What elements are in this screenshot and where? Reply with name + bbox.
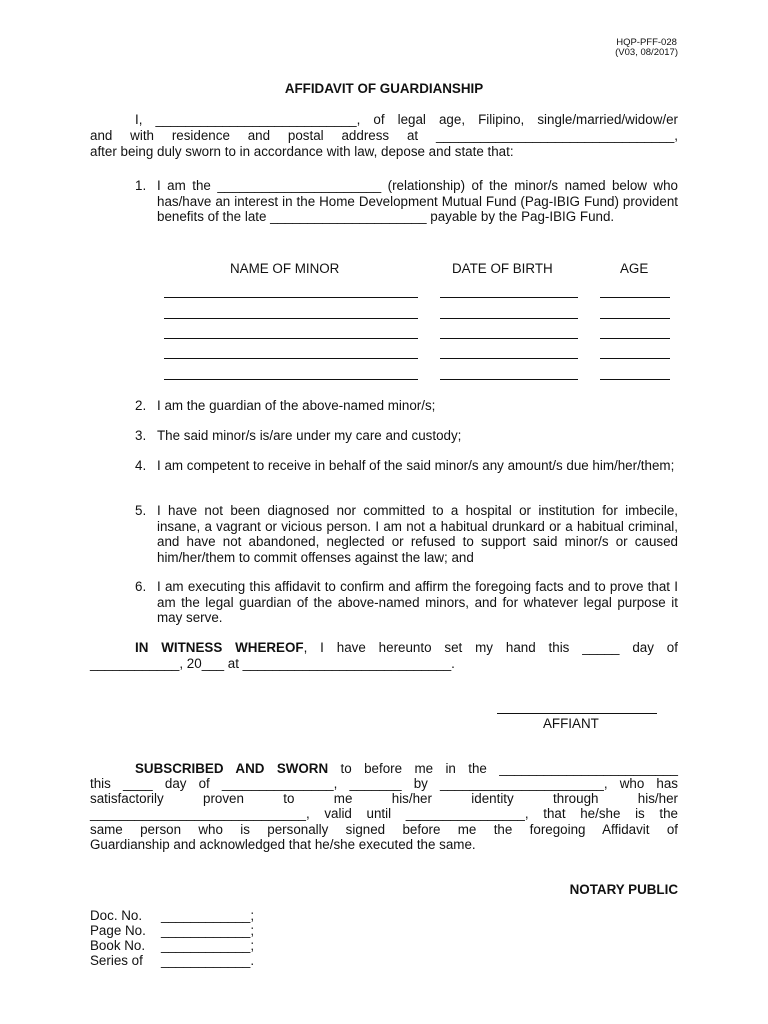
name-blank [164, 297, 418, 298]
name-blank [164, 338, 418, 339]
header-date-of-birth: DATE OF BIRTH [452, 261, 553, 276]
item-text: I have not been diagnosed nor committed to a hospital or institution for imbecile, insane, a vagrant or vicious person. I am not a habitual drunkard or a habitual criminal, and have not abandoned, neglected or refused to support said minor/s or caused him/her/them to commit offenses against the law; and [157, 503, 678, 565]
jurat-line-4: _____________________________, valid until ________________, that he/she is the [90, 806, 678, 821]
item-number: 6. [135, 579, 147, 594]
jurat-line-3: satisfactorily proven to me his/her identity through his/her [90, 791, 678, 806]
item-text: The said minor/s is/are under my care and custody; [157, 428, 462, 443]
age-blank [600, 318, 670, 319]
item-number: 4. [135, 458, 147, 473]
age-blank [600, 379, 670, 380]
witness-line-2: ____________, 20___ at ____________________________. [90, 656, 455, 671]
age-blank [600, 297, 670, 298]
doc-no-row [90, 908, 254, 924]
affiant-label: AFFIANT [543, 716, 599, 731]
intro-line-1: I, ___________________________, of legal age, Filipino, single/married/widow/er [135, 112, 678, 127]
form-code-number: HQP-PFF-028 [616, 37, 677, 48]
witness-heading: IN WITNESS WHEREOF [135, 640, 304, 655]
dob-blank [440, 379, 578, 380]
item-text: I am the ______________________ (relationship) of the minor/s named below who has/have an interest in the Home Development Mutual Fund (Pag-IBIG Fund) provident benefits of the late _____________________ payable by the Pag-IBIG Fund. [157, 178, 678, 224]
age-blank [600, 338, 670, 339]
dob-blank [440, 358, 578, 359]
doc-entry-label: Page No. [90, 923, 146, 938]
witness-text: , I have hereunto set my hand this _____ day of [303, 640, 678, 655]
document-title: AFFIDAVIT OF GUARDIANSHIP [284, 81, 484, 96]
form-code-version: (V03, 08/2017) [615, 47, 678, 58]
jurat-line-5: same person who is personally signed before me the foregoing Affidavit of [90, 822, 678, 837]
item-text: I am the guardian of the above-named minor/s; [157, 398, 436, 413]
item-text: I am competent to receive in behalf of the said minor/s any amount/s due him/her/them; [157, 458, 675, 473]
name-blank [164, 379, 418, 380]
header-name-of-minor: NAME OF MINOR [230, 261, 340, 276]
notary-public-label: NOTARY PUBLIC [569, 882, 678, 897]
page-no-row [90, 923, 254, 939]
dob-blank [440, 318, 578, 319]
age-blank [600, 358, 670, 359]
jurat-line-2: this ____ day of _______________, _______ by ______________________, who has [90, 776, 678, 791]
witness-line-1 [90, 640, 678, 656]
doc-entry-label: Series of [90, 953, 143, 968]
doc-entry-blank: ____________; [161, 938, 255, 953]
jurat-text: to before me in the ________________________ [328, 761, 678, 776]
jurat-heading: SUBSCRIBED AND SWORN [135, 761, 329, 776]
item-number: 2. [135, 398, 147, 413]
header-age: AGE [620, 261, 649, 276]
dob-blank [440, 297, 578, 298]
name-blank [164, 358, 418, 359]
doc-entry-blank: ____________. [161, 953, 255, 968]
form-code [615, 38, 678, 58]
intro-line-2: and with residence and postal address at ________________________________, [90, 128, 678, 143]
dob-blank [440, 338, 578, 339]
book-no-row [90, 938, 254, 954]
intro-line-3: after being duly sworn to in accordance with law, depose and state that: [90, 144, 514, 159]
item-number: 1. [135, 178, 147, 193]
series-of-row [90, 953, 254, 969]
doc-entry-blank: ____________; [161, 908, 255, 923]
doc-entry-label: Book No. [90, 938, 146, 953]
doc-entry-blank: ____________; [161, 923, 255, 938]
affiant-signature-line [497, 713, 657, 714]
item-text: I am executing this affidavit to confirm and affirm the foregoing facts and to prove that I am the legal guardian of the above-named minors, and for whatever legal purpose it may serve. [157, 579, 678, 625]
name-blank [164, 318, 418, 319]
jurat-line-6: Guardianship and acknowledged that he/she executed the same. [90, 837, 476, 852]
jurat-line-1 [90, 761, 678, 777]
doc-entry-label: Doc. No. [90, 908, 143, 923]
item-number: 3. [135, 428, 147, 443]
item-number: 5. [135, 503, 147, 518]
